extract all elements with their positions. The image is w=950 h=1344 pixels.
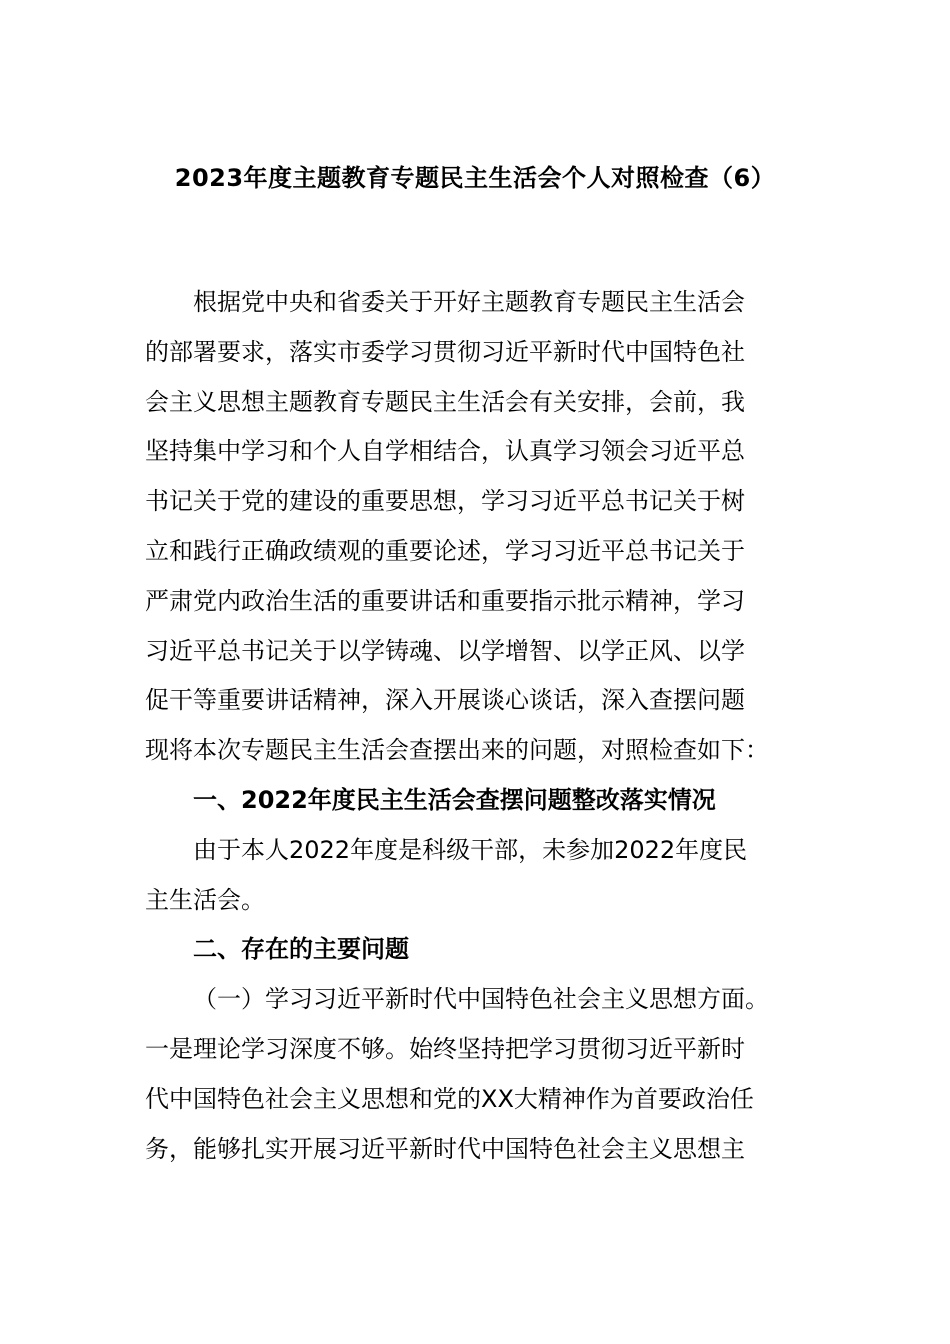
paragraph-line: 一是理论学习深度不够。始终坚持把学习贯彻习近平新时 (145, 1035, 745, 1063)
paragraph-line: （一）学习习近平新时代中国特色社会主义思想方面。 (193, 985, 769, 1014)
paragraph-line: 坚持集中学习和个人自学相结合，认真学习领会习近平总 (145, 437, 745, 466)
paragraph-line: 根据党中央和省委关于开好主题教育专题民主生活会 (193, 288, 745, 316)
paragraph-line: 务，能够扎实开展习近平新时代中国特色社会主义思想主 (145, 1134, 745, 1163)
paragraph-line: 促干等重要讲话精神，深入开展谈心谈话，深入查摆问题 (145, 686, 745, 715)
paragraph-line: 立和践行正确政绩观的重要论述，学习习近平总书记关于 (145, 537, 745, 565)
section-heading: 一、2022年度民主生活会查摆问题整改落实情况 (193, 786, 716, 814)
paragraph-line: 由于本人2022年度是科级干部，未参加2022年度民 (193, 835, 748, 864)
document-title: 2023年度主题教育专题民主生活会个人对照检查（6） (174, 164, 776, 192)
section-heading: 二、存在的主要问题 (193, 935, 409, 964)
paragraph-line: 现将本次专题民主生活会查摆出来的问题，对照检查如下： (145, 736, 769, 765)
paragraph-line: 习近平总书记关于以学铸魂、以学增智、以学正风、以学 (145, 636, 745, 665)
paragraph-line: 主生活会。 (145, 885, 265, 914)
paragraph-line: 的部署要求，落实市委学习贯彻习近平新时代中国特色社 (145, 337, 745, 366)
paragraph-line: 会主义思想主题教育专题民主生活会有关安排，会前，我 (145, 387, 745, 416)
paragraph-line: 代中国特色社会主义思想和党的XX大精神作为首要政治任 (145, 1084, 754, 1113)
paragraph-line: 书记关于党的建设的重要思想，学习习近平总书记关于树 (145, 487, 745, 516)
paragraph-line: 严肃党内政治生活的重要讲话和重要指示批示精神，学习 (145, 586, 745, 615)
